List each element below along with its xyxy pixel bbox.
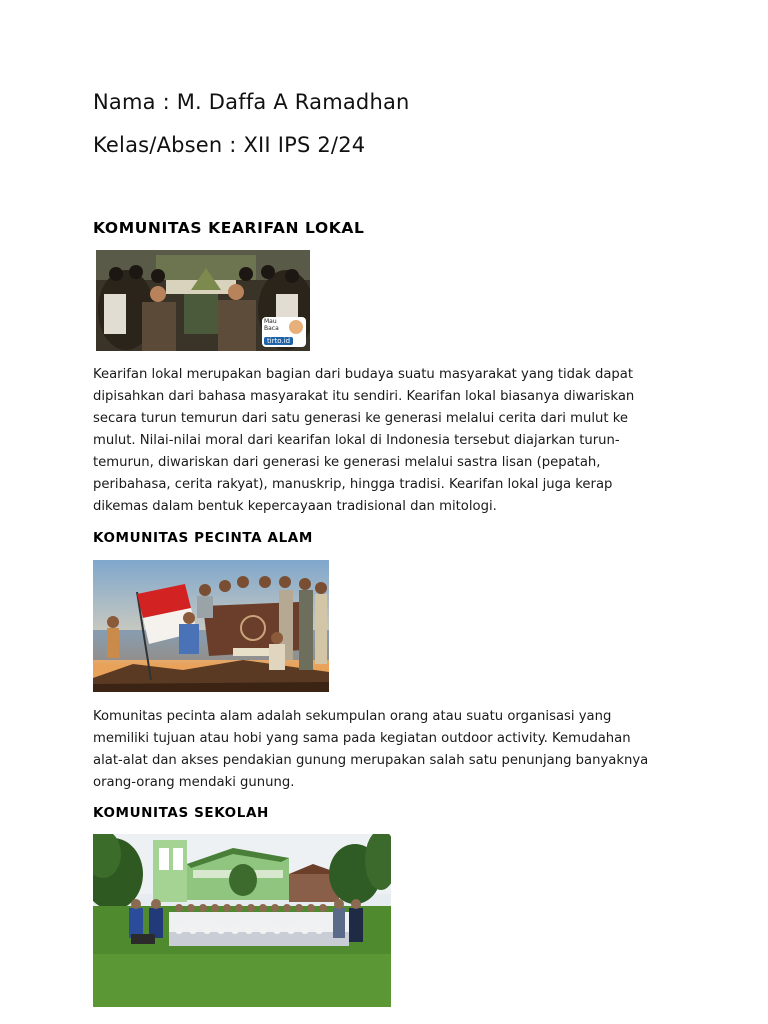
student-class: Kelas/Absen : XII IPS 2/24 — [93, 133, 366, 157]
heading-kearifan-lokal: KOMUNITAS KEARIFAN LOKAL — [93, 219, 365, 237]
photo-sekolah — [93, 834, 391, 1007]
paragraph-line: temurun, diwariskan dari generasi ke generasi melalui sastra lisan (pepatah, — [93, 455, 601, 470]
paragraph-line: orang-orang mendaki gunung. — [93, 775, 295, 790]
paragraph-line: secara turun temurun dari satu generasi ke generasi melalui cerita dari mulut ke — [93, 411, 629, 426]
heading-sekolah: KOMUNITAS SEKOLAH — [93, 805, 269, 821]
paragraph-line: mulut. Nilai-nilai moral dari kearifan lokal di Indonesia tersebut diajarkan turun- — [93, 433, 620, 448]
paragraph-kearifan-lokal — [93, 364, 683, 518]
paragraph-line: dikemas dalam bentuk kepercayaan tradisional dan mitologi. — [93, 499, 497, 514]
paragraph-line: peribahasa, cerita rakyat), manuskrip, hingga tradisi. Kearifan lokal juga kerap — [93, 477, 613, 492]
mascot-icon — [289, 320, 303, 334]
photo-kearifan-lokal — [96, 250, 310, 351]
paragraph-pecinta-alam — [93, 706, 683, 794]
paragraph-line: alat-alat dan akses pendakian gunung merupakan salah satu penunjang banyaknya — [93, 753, 649, 768]
paragraph-line: Komunitas pecinta alam adalah sekumpulan orang atau suatu organisasi yang — [93, 709, 612, 724]
watermark-brand: tirto.id — [264, 337, 293, 345]
heading-pecinta-alam: KOMUNITAS PECINTA ALAM — [93, 530, 313, 546]
watermark-badge-text: Mau Baca — [264, 318, 279, 332]
paragraph-line: Kearifan lokal merupakan bagian dari budaya suatu masyarakat yang tidak dapat — [93, 367, 634, 382]
photo-pecinta-alam — [93, 560, 329, 692]
student-name: Nama : M. Daffa A Ramadhan — [93, 90, 410, 114]
paragraph-line: dipisahkan dari bahasa masyarakat itu sendiri. Kearifan lokal biasanya diwariskan — [93, 389, 635, 404]
paragraph-line: memiliki tujuan atau hobi yang sama pada kegiatan outdoor activity. Kemudahan — [93, 731, 631, 746]
watermark-badge — [262, 317, 306, 347]
